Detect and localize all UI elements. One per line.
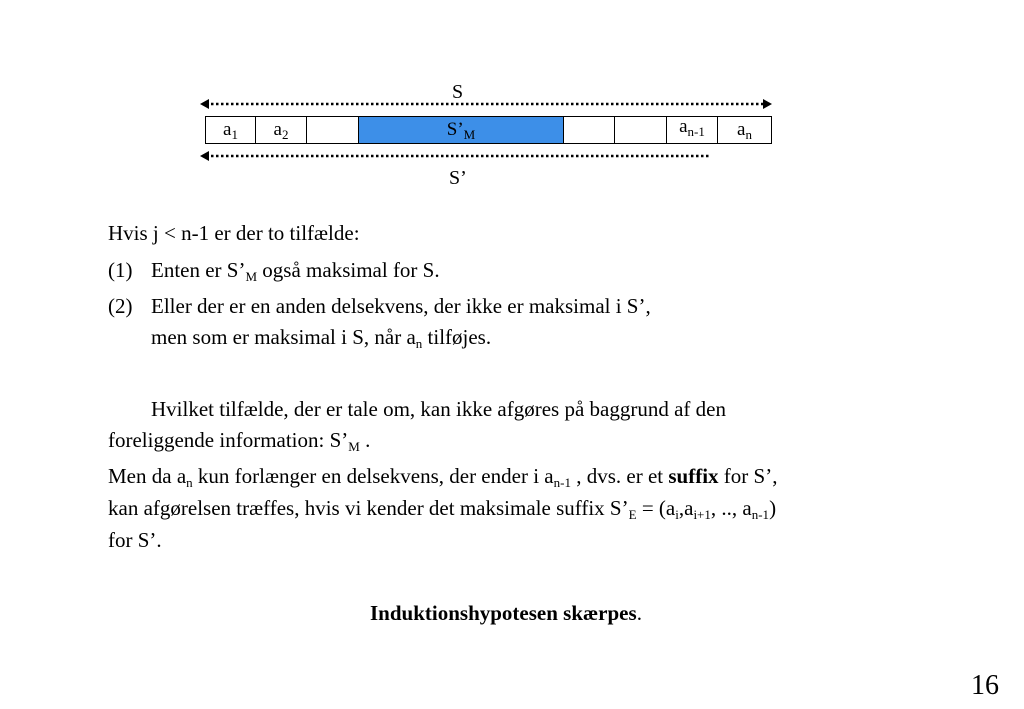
slide-number: 16	[971, 670, 999, 701]
case-2-line-1: Eller der er en anden delsekvens, der ikke er maksimal i S’,	[151, 294, 651, 318]
case-2-number: (2)	[108, 294, 133, 318]
intro-line: Hvis j < n-1 er der to tilfælde:	[108, 221, 360, 245]
cell-s-prime-m: $S’_M$	[358, 116, 564, 144]
label-s: S	[452, 81, 464, 103]
cell-a-n-minus-1: $a_{n-1}$	[666, 116, 718, 144]
paragraph-2-line-1: Men da $a_n$ kun forlænger en delsekvens, der ender i $a_{n-1}$ , dvs. er et suffix for S’,	[108, 464, 778, 490]
cell-empty-3	[614, 116, 667, 144]
cell-empty-2	[563, 116, 615, 144]
case-1-text: Enten er $S’_M$ også maksimal for S.	[151, 258, 440, 284]
arrow-s	[200, 98, 772, 110]
cell-a-n: $a_n$	[717, 116, 772, 144]
cell-empty-1	[306, 116, 359, 144]
paragraph-2-line-3: for S’.	[108, 528, 162, 552]
paragraph-1-line-2: foreliggende information: $S’_M$ .	[108, 428, 371, 454]
conclusion: Induktionshypotesen skærpes.	[370, 601, 642, 625]
case-2-line-2: men som er maksimal i S, når $a_n$ tilføjes.	[151, 325, 492, 351]
cell-a1: $a_1$	[205, 116, 256, 144]
suffix-emphasis: suffix	[668, 464, 719, 488]
cell-a2: $a_2$	[255, 116, 307, 144]
arrow-s-prime	[200, 150, 772, 162]
case-1-number: (1)	[108, 258, 133, 282]
label-s-prime: S’	[449, 167, 467, 189]
paragraph-2-line-2: kan afgørelsen træffes, hvis vi kender det maksimale suffix $S’_E = (a_i,a_{i+1}$, .., $a_{n-1}$)	[108, 496, 777, 522]
paragraph-1-line-1: Hvilket tilfælde, der er tale om, kan ikke afgøres på baggrund af den	[151, 397, 726, 421]
